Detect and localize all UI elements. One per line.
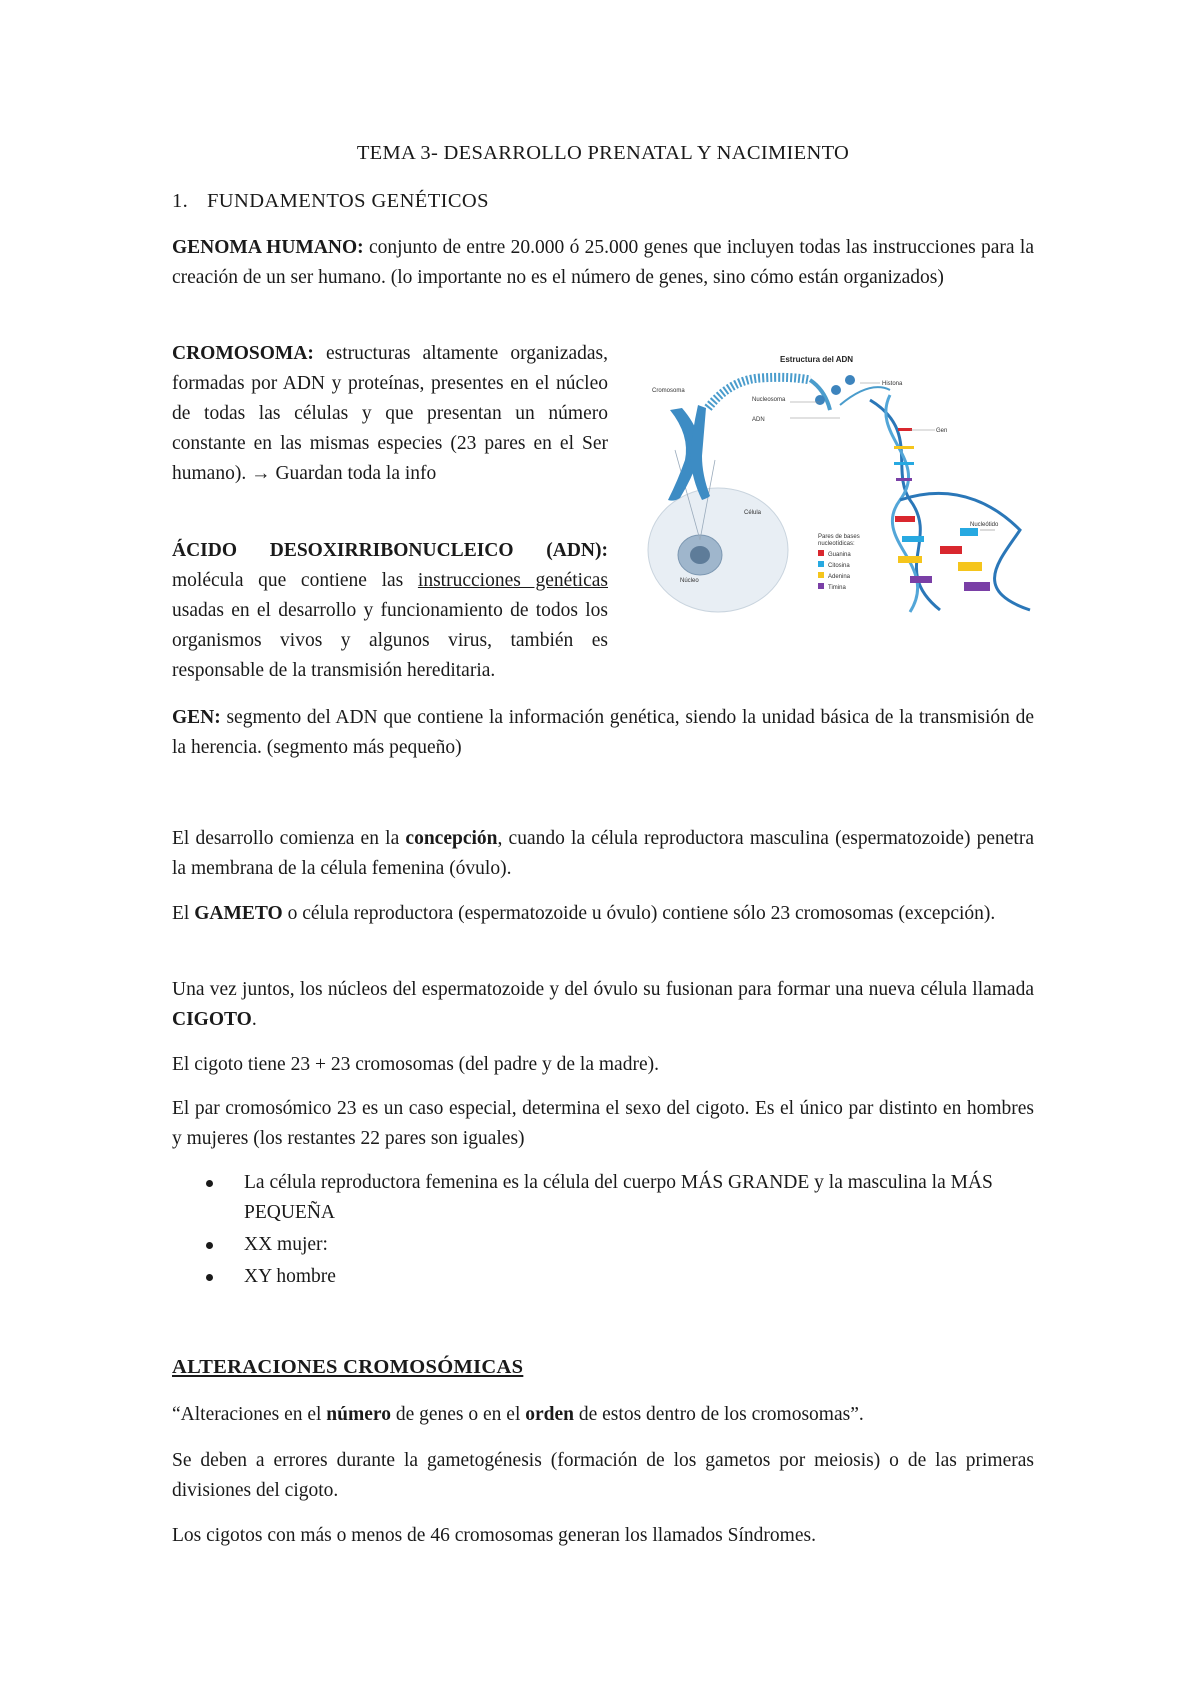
section-heading-fundamentos xyxy=(172,190,489,213)
label-adn: ADN xyxy=(752,417,765,423)
term-genoma: GENOMA HUMANO: xyxy=(172,237,364,258)
legend-swatch-2 xyxy=(818,572,824,578)
paragraph-gameto: El GAMETO o célula reproductora (espermatozoide u óvulo) contiene sólo 23 cromosomas (excepción). xyxy=(172,903,996,924)
bullet-icon xyxy=(206,1274,213,1281)
definition-adn-b: usadas en el desarrollo y funcionamiento de todos los organismos vivos y algunos virus, también es responsable de la transmisión hereditaria. xyxy=(172,600,608,681)
paragraph-par-23: El par cromosómico 23 es un caso especial, determina el sexo del cigoto. Es el único par distinto en hombres y mujeres (los restantes 22 pares son iguales) xyxy=(172,1098,1034,1149)
term-adn: ÁCIDO DESOXIRRIBONUCLEICO (ADN): xyxy=(172,540,608,561)
label-nucleosoma: Nucleosoma xyxy=(752,397,786,403)
legend-swatch-0 xyxy=(818,550,824,556)
paragraph-concepcion: El desarrollo comienza en la concepción, cuando la célula reproductora masculina (espermatozoide) penetra la membrana de la célula femenina (óvulo). xyxy=(172,828,1034,879)
nucleosome xyxy=(815,395,825,405)
bold-cigoto: CIGOTO xyxy=(172,1009,252,1030)
underlined-instrucciones: instrucciones genéticas xyxy=(417,570,608,591)
label-celula: Célula xyxy=(744,510,762,516)
section-heading-alteraciones: ALTERACIONES CROMOSÓMICAS xyxy=(172,1356,524,1378)
list-item: La célula reproductora femenina es la célula del cuerpo MÁS GRANDE y la masculina la MÁS PEQUEÑA xyxy=(172,1168,1034,1228)
nucleosome xyxy=(831,385,841,395)
list-item: XY hombre xyxy=(172,1262,1034,1292)
paragraph-adn xyxy=(172,536,608,686)
paragraph-cigoto: Una vez juntos, los núcleos del espermatozoide y del óvulo su fusionan para formar una nueva célula llamada CIGOTO. xyxy=(172,979,1034,1030)
legend-label-adenina: Adenina xyxy=(828,574,851,580)
document-title: TEMA 3- DESARROLLO PRENATAL Y NACIMIENTO xyxy=(356,142,850,164)
legend-label-citosina: Citosina xyxy=(828,563,850,569)
definition-gen: segmento del ADN que contiene la información genética, siendo la unidad básica de la transmisión de la herencia. (segmento más pequeño) xyxy=(172,707,1034,758)
nucleolus-shape xyxy=(690,546,710,564)
label-pares-2: nucleotídicas: xyxy=(818,541,855,547)
label-pares-1: Pares de bases xyxy=(818,534,860,540)
label-nucleo: Núcleo xyxy=(680,578,699,584)
paragraph-gen xyxy=(172,703,1034,763)
bullet-icon xyxy=(206,1242,213,1249)
paragraph-sindromes: Los cigotos con más o menos de 46 cromosomas generan los llamados Síndromes. xyxy=(172,1525,816,1546)
nucleosome xyxy=(845,375,855,385)
term-gen: GEN: xyxy=(172,707,221,728)
paragraph-errores: Se deben a errores durante la gametogénesis (formación de los gametos por meiosis) o de las primeras divisiones del cigoto. xyxy=(172,1450,1034,1501)
bold-orden: orden xyxy=(525,1404,574,1425)
paragraph-cromosoma xyxy=(172,339,608,489)
label-cromosoma: Cromosoma xyxy=(652,388,685,394)
paragraph-alteraciones-quote: “Alteraciones en el número de genes o en el orden de estos dentro de los cromosomas”. xyxy=(172,1404,864,1425)
definition-cromosoma: estructuras altamente organizadas, formadas por ADN y proteínas, presentes en el núcleo de todas las células y que presentan un número constante en las mismas especies (23 pares en el Ser humano). → Guardan toda la info xyxy=(172,343,608,484)
paragraph-genoma xyxy=(172,233,1034,293)
bullet-icon xyxy=(206,1180,213,1187)
legend-label-timina: Timina xyxy=(828,585,846,591)
dna-structure-figure xyxy=(640,350,1032,640)
label-gen: Gen xyxy=(936,428,948,434)
figure-title: Estructura del ADN xyxy=(780,355,854,364)
bullet-list xyxy=(172,1168,1034,1294)
definition-adn-a: molécula que contiene las xyxy=(172,570,418,591)
bold-concepcion: concepción xyxy=(405,828,498,849)
bold-numero: número xyxy=(326,1404,391,1425)
label-histona: Histona xyxy=(882,381,903,387)
paragraph-cromosomas-cigoto: El cigoto tiene 23 + 23 cromosomas (del padre y de la madre). xyxy=(172,1054,659,1075)
legend-swatch-1 xyxy=(818,561,824,567)
section-title: FUNDAMENTOS GENÉTICOS xyxy=(207,190,489,212)
term-cromosoma: CROMOSOMA: xyxy=(172,343,314,364)
list-item: XX mujer: xyxy=(172,1230,1034,1260)
definition-genoma: conjunto de entre 20.000 ó 25.000 genes que incluyen todas las instrucciones para la creación de un ser humano. (lo importante no es el número de genes, sino cómo están organizados) xyxy=(172,237,1034,288)
legend-swatch-3 xyxy=(818,583,824,589)
label-nucleotido: Nucleótido xyxy=(970,522,999,528)
legend-label-guanina: Guanina xyxy=(828,552,851,558)
section-number: 1. xyxy=(172,190,189,212)
bold-gameto: GAMETO xyxy=(194,903,283,924)
